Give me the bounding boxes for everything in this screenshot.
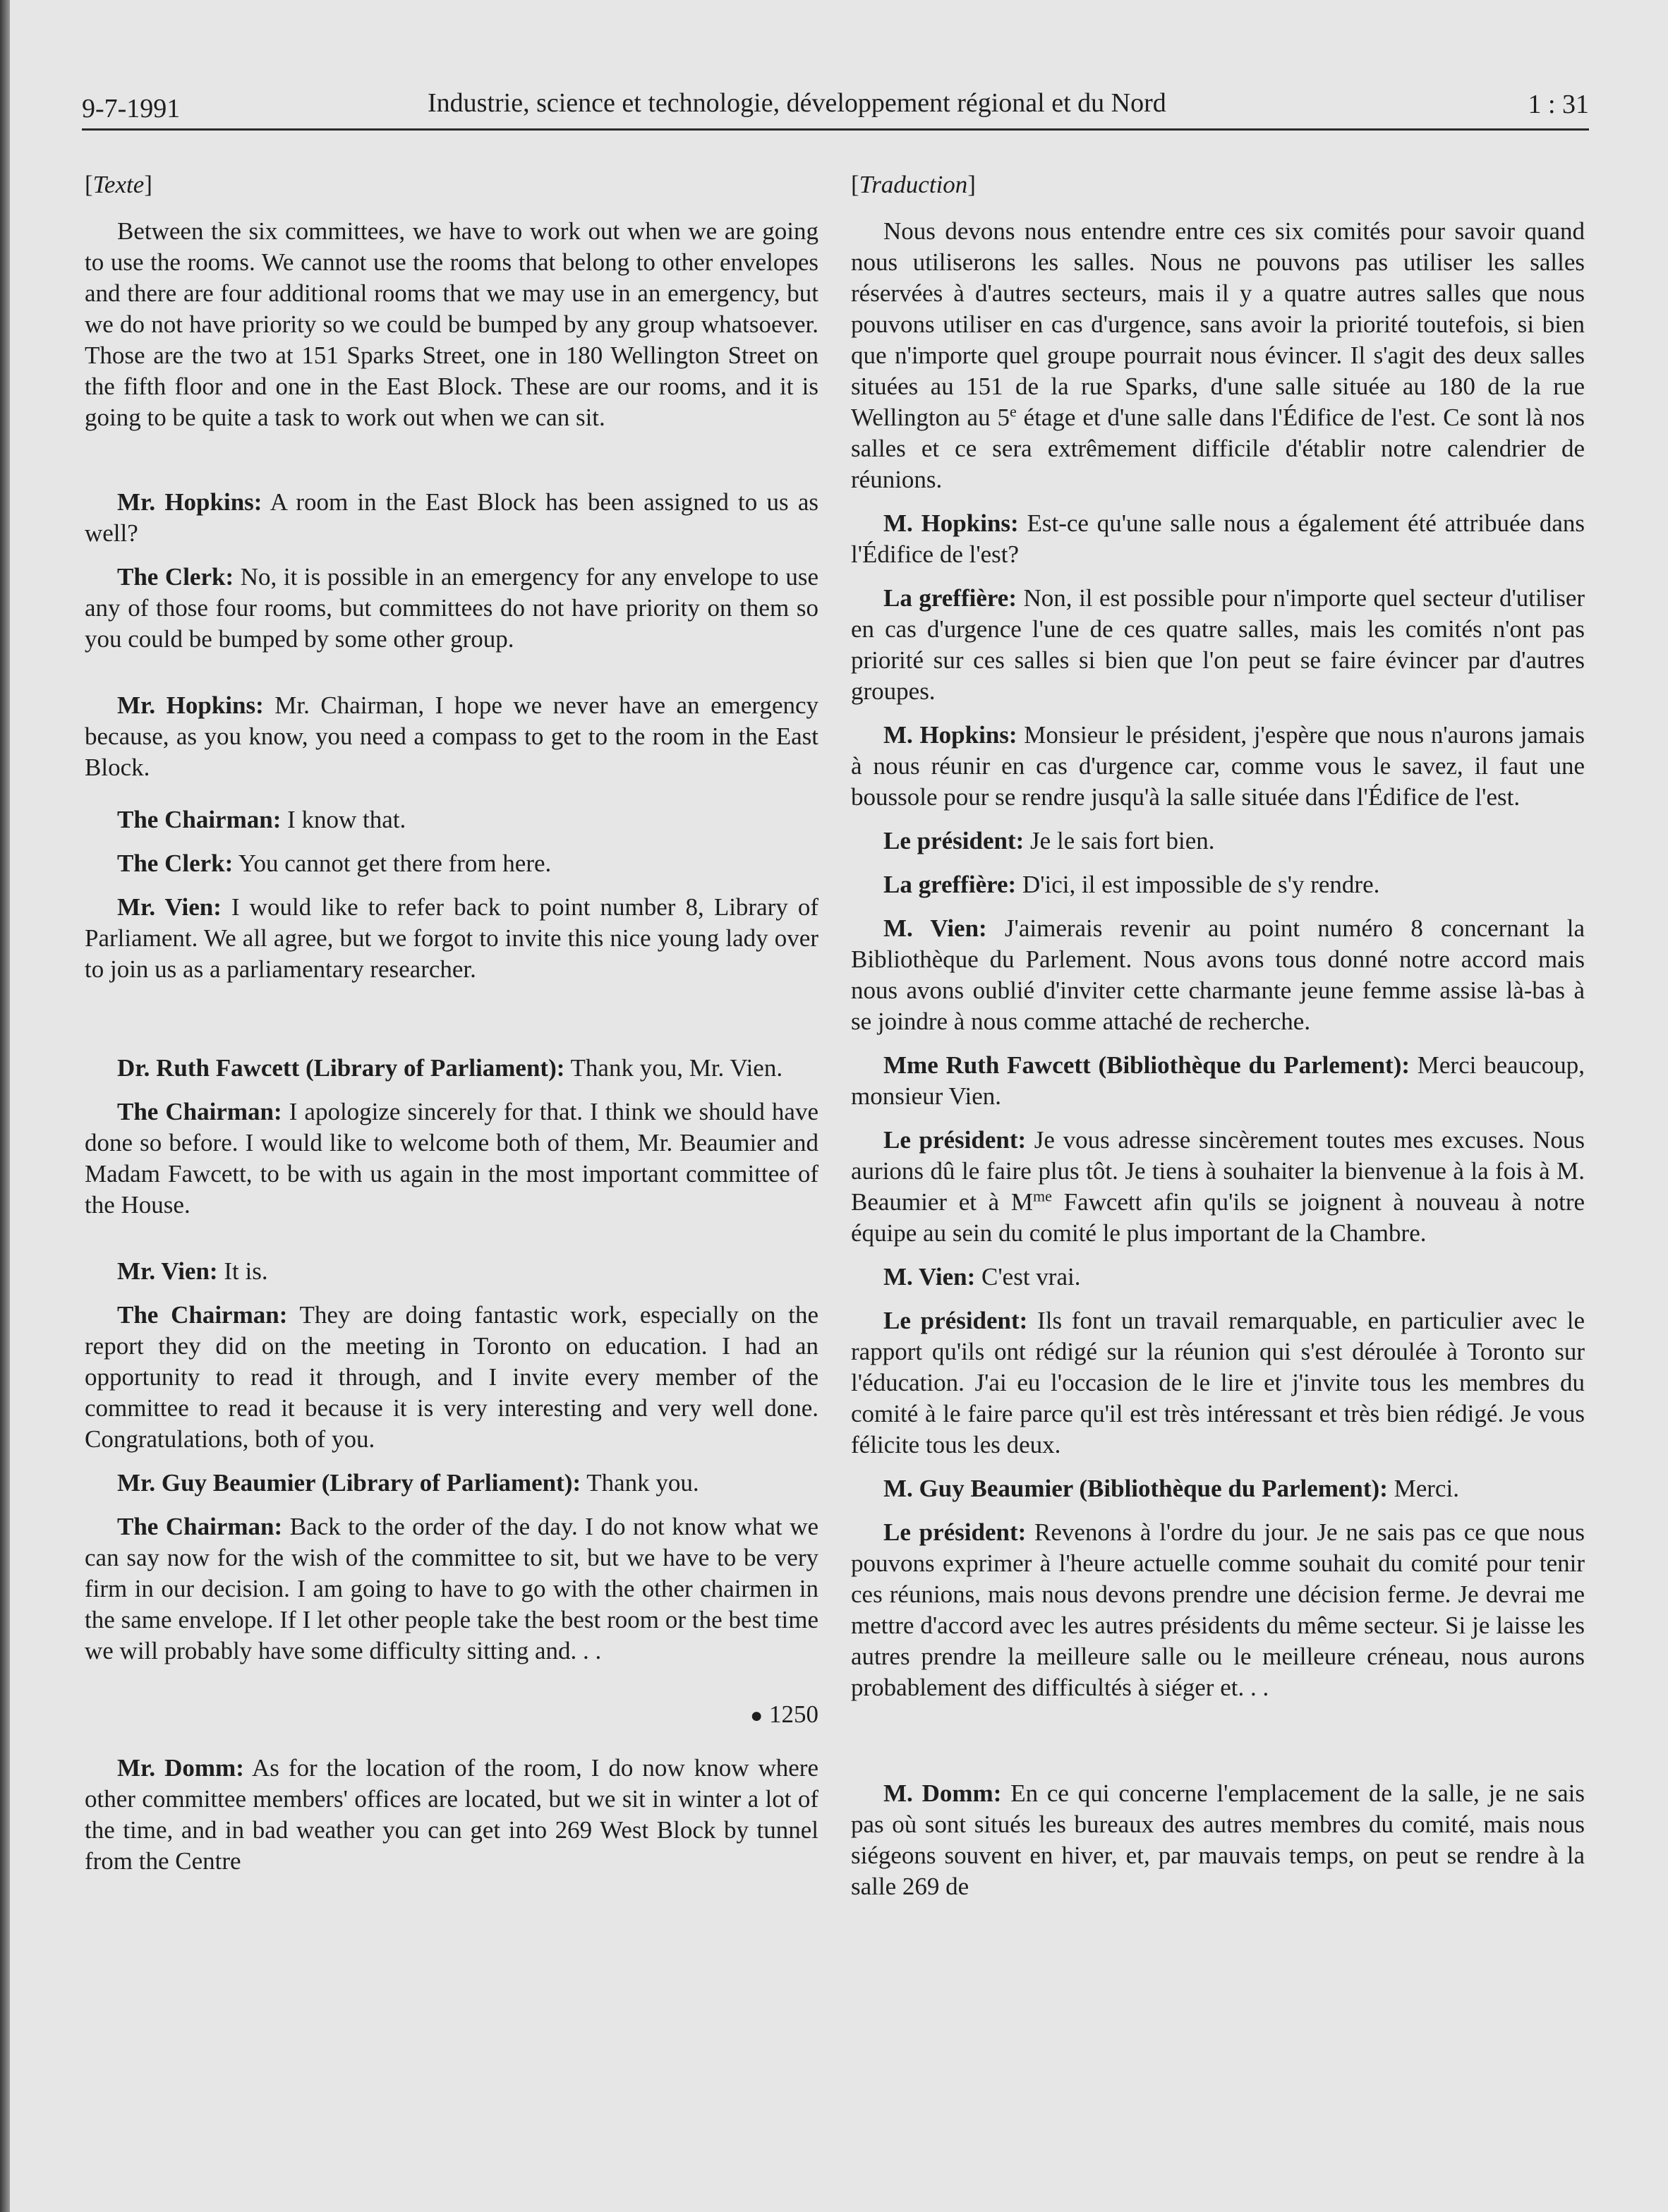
speech-entry	[85, 1468, 818, 1499]
speech-entry	[851, 720, 1585, 813]
speech-entry	[851, 583, 1585, 707]
speaker-name: M. Hopkins:	[883, 509, 1019, 537]
opening-paragraph: Between the six committees, we have to work out when we are going to use the rooms. We cannot use the rooms that belong to other envelopes and there are four additional rooms that we may use in an emergency, but we do not have priority so we could be bumped by any group whatsoever. Those are the two at 151 Sparks Street, one in 180 Wellington Street on the fifth floor and one in the East Block. These are our rooms, and it is going to be quite a task to work out when we can sit.	[85, 217, 818, 431]
speech-text: Back to the order of the day. I do not know what we can say now for the wish of the committee to sit, but we have to be very firm in our decision. I am going to have to go with the other chairmen in the same envelope. If I let other people take the best room or the best time we will probably have some difficulty sitting and. . .	[85, 1513, 819, 1664]
header-page-number: 1 : 31	[1528, 90, 1589, 119]
french-column	[851, 169, 1585, 1902]
speech-text: D'ici, il est impossible de s'y rendre.	[1022, 871, 1380, 898]
speech-entry	[851, 508, 1585, 570]
speech-text: Ils font un travail remarquable, en particulier avec le rapport qu'ils ont rédigé sur la réunion qui s'est déroulée à Toronto sur l'éducation. J'ai eu l'occasion de le lire et j'invite tous les membres du comité à le faire parce qu'il est très intéressant et très bien rédigé. Je vous félicite tous les deux.	[851, 1307, 1585, 1458]
speech-text: Je le sais fort bien.	[1030, 827, 1215, 854]
speech-text: No, it is possible in an emergency for any envelope to use any of those four rooms, but committees do not have priority on them so you could be bumped by some other group.	[85, 563, 818, 653]
time-marker	[85, 1699, 818, 1731]
speech-text: Est-ce qu'une salle nous a également été attribuée dans l'Édifice de l'est?	[851, 509, 1585, 568]
speech-text: I would like to refer back to point number 8, Library of Parliament. We all agree, but we forgot to invite this nice young lady over to join us as a parliamentary researcher.	[85, 893, 818, 983]
speech-text: Thank you, Mr. Vien.	[570, 1054, 783, 1082]
speech-entry	[851, 1262, 1585, 1293]
bullet-icon: ●	[750, 1704, 763, 1727]
speech-text: You cannot get there from here.	[238, 850, 552, 877]
speech-entry	[85, 892, 818, 985]
speaker-name: La greffière:	[883, 871, 1017, 898]
speaker-name: The Clerk:	[117, 563, 234, 591]
speech-entry	[85, 804, 818, 835]
speech-entry	[85, 1753, 818, 1877]
speech-text: Thank you.	[586, 1469, 699, 1497]
english-column	[85, 169, 818, 1877]
speaker-name: M. Hopkins:	[883, 721, 1017, 749]
speech-text: Merci beaucoup, monsieur Vien.	[851, 1051, 1585, 1110]
speaker-name: M. Vien:	[883, 914, 987, 942]
speaker-name: Mr. Domm:	[117, 1754, 244, 1782]
book-spine-shadow	[0, 0, 10, 2212]
time-value: 1250	[769, 1700, 818, 1728]
speaker-name: The Chairman:	[117, 806, 282, 833]
speech-entry	[85, 1511, 818, 1667]
speech-entry	[851, 1517, 1585, 1703]
speech-text: En ce qui concerne l'emplacement de la salle, je ne sais pas où sont situés les bureaux des autres membres du comité, mais nous siégeons souvent en hiver, et, par mauvais temps, on peut se rendre à la salle 269 de	[851, 1779, 1585, 1900]
speaker-name: Mr. Guy Beaumier (Library of Parliament):	[117, 1469, 581, 1497]
speaker-name: Mr. Hopkins:	[117, 488, 262, 516]
language-tag: [Texte]	[85, 171, 152, 198]
speech-entry: Le président: Je vous adresse sincèrement toutes mes excuses. Nous aurions dû le faire plus tôt. Je tiens à souhaiter la bienvenue à la fois à M. Beaumier et à $M^{me}$ Fawcett afin qu'ils se joignent à nouveau à notre équipe au sein du comité le plus important de la Chambre.	[851, 1126, 1585, 1247]
speech-text: A room in the East Block has been assigned to us as well?	[85, 488, 818, 547]
speech-entry	[85, 1053, 818, 1084]
speech-text: As for the location of the room, I do now know where other committee members' offices are located, but we sit in winter a lot of the time, and in bad weather you can get into 269 West Block by tunnel from the Centre	[85, 1754, 818, 1875]
speech-entry	[851, 1050, 1585, 1112]
speaker-name: M. Vien:	[883, 1263, 976, 1291]
speaker-name: M. Guy Beaumier (Bibliothèque du Parlement):	[883, 1475, 1388, 1502]
speaker-name: Le président:	[883, 827, 1025, 854]
speaker-name: The Clerk:	[117, 850, 234, 877]
speech-text: I apologize sincerely for that. I think we should have done so before. I would like to welcome both of them, Mr. Beaumier and Madam Fawcett, to be with us again in the most important committee of the House.	[85, 1098, 818, 1219]
speech-entry	[85, 690, 818, 783]
speaker-name: The Chairman:	[117, 1301, 288, 1329]
speech-text: C'est vrai.	[981, 1263, 1081, 1291]
speech-entry	[851, 1305, 1585, 1461]
speaker-name: The Chairman:	[117, 1513, 283, 1540]
speech-text: Mr. Chairman, I hope we never have an emergency because, as you know, you need a compass to get to the room in the East Block.	[85, 691, 819, 781]
speech-entry	[85, 1300, 818, 1455]
speaker-name: Le président:	[883, 1307, 1028, 1334]
speaker-name: Dr. Ruth Fawcett (Library of Parliament):	[117, 1054, 565, 1082]
speech-text: I know that.	[287, 806, 406, 833]
speaker-name: Le président:	[883, 1518, 1027, 1546]
speaker-name: Mme Ruth Fawcett (Bibliothèque du Parlement):	[883, 1051, 1410, 1079]
header-title: Industrie, science et technologie, développement régional et du Nord	[428, 88, 1166, 118]
speech-entry	[85, 848, 818, 879]
speech-text: Non, il est possible pour n'importe quel secteur d'utiliser en cas d'urgence l'une de ces quatre salles, mais les comités n'ont pas priorité sur ces salles si bien que l'on peut se faire évincer par d'autres groupes.	[851, 584, 1585, 705]
speech-text: It is.	[224, 1257, 268, 1285]
speech-text: Monsieur le président, j'espère que nous n'aurons jamais à nous réunir en cas d'urgence car, comme vous le savez, il faut une boussole pour se rendre jusqu'à la salle située dans l'Édifice de l'est.	[851, 721, 1585, 811]
speech-text: Merci.	[1394, 1475, 1459, 1502]
speech-entry	[85, 487, 818, 549]
speaker-name: M. Domm:	[883, 1779, 1002, 1807]
language-tag: [Traduction]	[851, 171, 976, 198]
opening-paragraph: Nous devons nous entendre entre ces six comités pour savoir quand nous utiliserons les salles. Nous ne pouvons pas utiliser les salles réservées à d'autres secteurs, mais il y a quatre autres salles que nous pouvons utiliser en cas d'urgence, sans avoir la priorité toutefois, si bien que n'importe quel groupe pourrait nous évincer. Il s'agit des deux salles situées au 151 de la rue Sparks, d'une salle située au 180 de la rue Wellington au 5e étage et d'une salle dans l'Édifice de l'est. Ce sont là nos salles et ce sera extrêmement difficile d'établir notre calendrier de réunions.	[851, 217, 1585, 493]
speech-entry	[85, 1096, 818, 1221]
speaker-name: Mr. Hopkins:	[117, 691, 264, 719]
speech-entry	[85, 562, 818, 655]
speech-text: J'aimerais revenir au point numéro 8 concernant la Bibliothèque du Parlement. Nous avons tous donné notre accord mais nous avons oublié d'inviter cette charmante jeune femme assise là-bas à se joindre à nous comme attaché de recherche.	[851, 914, 1585, 1035]
speaker-name: Mr. Vien:	[117, 893, 222, 921]
speech-entry	[85, 1256, 818, 1287]
speech-entry	[851, 913, 1585, 1037]
page-header	[82, 79, 1589, 128]
speech-text: Revenons à l'ordre du jour. Je ne sais pas ce que nous pouvons exprimer à l'heure actuelle comme souhait du comité pour tenir ces réunions, mais nous devons prendre une décision ferme. Je devrai me mettre d'accord avec les autres présidents du même secteur. Si je laisse les autres prendre la meilleure salle ou le meilleure créneau, nous aurons probablement des difficultés à siéger et. . .	[851, 1518, 1585, 1701]
speech-entry	[851, 826, 1585, 857]
speaker-name: Mr. Vien:	[117, 1257, 218, 1285]
speech-text: They are doing fantastic work, especially on the report they did on the meeting in Toronto on education. I had an opportunity to read it through, and I invite every member of the committee to read it because it is very interesting and very well done. Congratulations, both of you.	[85, 1301, 819, 1453]
speech-entry	[851, 1778, 1585, 1902]
speaker-name: La greffière:	[883, 584, 1017, 612]
speech-entry	[851, 869, 1585, 900]
header-date: 9-7-1991	[82, 94, 181, 123]
speaker-name: The Chairman:	[117, 1098, 282, 1125]
speech-entry	[851, 1473, 1585, 1504]
speaker-name: Le président:	[883, 1126, 1027, 1154]
header-rule	[82, 128, 1589, 131]
